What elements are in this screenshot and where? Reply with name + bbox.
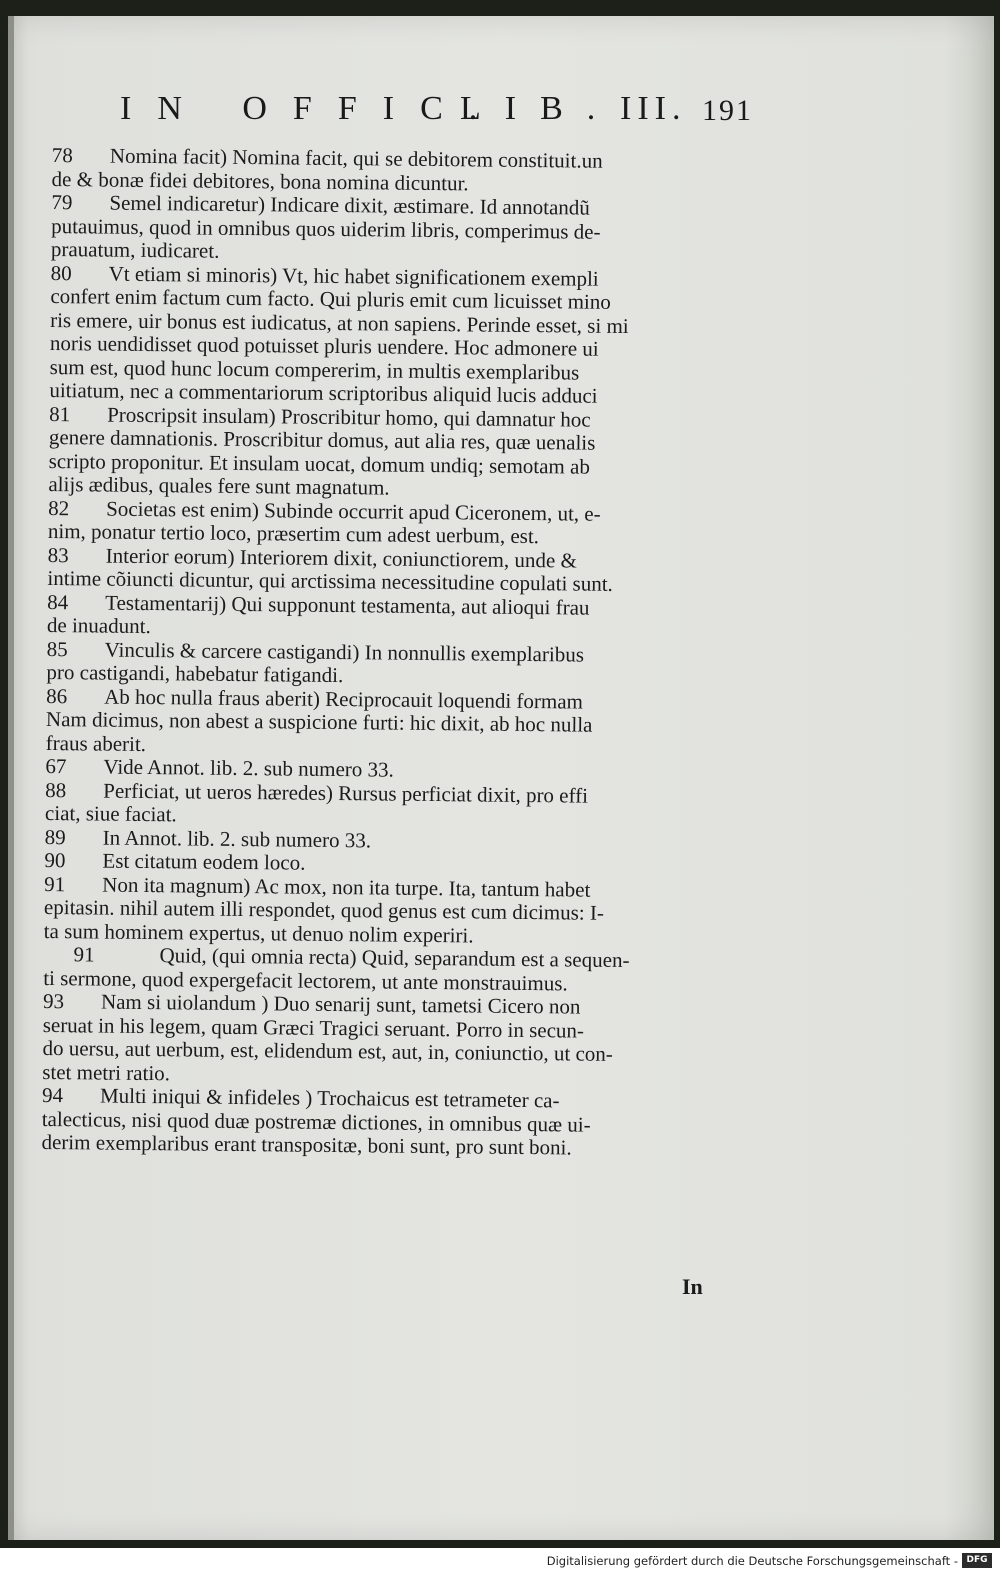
note-entry	[44, 872, 745, 950]
note-number: 79	[51, 189, 73, 215]
note-number: 86	[46, 683, 68, 708]
note-text: Testamentarij) Qui supponunt testamenta, aut alioqui frau	[105, 590, 590, 620]
note-text: Ab hoc nulla fraus aberit) Reciprocauit loquendi formam	[104, 684, 584, 714]
note-number: 91	[73, 942, 95, 967]
note-text: Est citatum eodem loco.	[102, 848, 306, 875]
note-number: 90	[44, 847, 66, 873]
note-number: 91	[44, 871, 66, 896]
note-text: Semel indicaretur) Indicare dixit, æstimare. Id annotandũ	[109, 190, 591, 220]
note-text: de & bonæ fidei debitores, bona nomina dicuntur.	[51, 166, 469, 195]
note-text: Vide Annot. lib. 2. sub numero 33.	[103, 754, 394, 782]
folio-number: 191	[702, 94, 753, 127]
note-number: 93	[42, 988, 65, 1014]
note-text: Multi iniqui & infideles ) Trochaicus est tetrameter ca-	[99, 1083, 560, 1113]
note-text: de inuadunt.	[46, 612, 151, 639]
note-text: confert enim factum cum facto. Qui pluris emit cum licuisset mino	[50, 283, 611, 314]
note-number: 81	[49, 401, 71, 426]
note-text: alijs ædibus, quales fere sunt magnatum.	[48, 471, 390, 500]
note-text: fraus aberit.	[45, 730, 147, 756]
dfg-logo: DFG	[962, 1553, 992, 1568]
note-text: scripto proponitur. Et insulam uocat, domum undiq; semotam ab	[48, 448, 591, 479]
note-number: 78	[51, 143, 74, 168]
note-entry	[49, 261, 750, 409]
running-header	[120, 90, 760, 142]
note-text: noris uendidisset quod potuisset pluris uendere. Hoc admonere ui	[49, 330, 599, 361]
note-text: epitasin. nihil autem illi respondet, quod genus est cum dicimus: I-	[43, 894, 605, 925]
note-number: 88	[45, 777, 67, 802]
note-text: Societas est enim) Subinde occurrit apud Ciceronem, ut, e-	[106, 496, 601, 526]
note-text: putauimus, quod in omnibus quos uiderim libris, comperimus de-	[51, 213, 601, 244]
note-text: ciat, siue faciat.	[44, 800, 177, 827]
note-text: ti sermone, quod expergefacit lectorem, ut ante monstrauimus.	[43, 965, 568, 995]
note-number: 67	[45, 753, 67, 779]
note-text: uitiatum, nec a commentariorum scriptoribus aliquid lucis adduci	[49, 377, 598, 408]
page-gutter	[8, 16, 14, 1540]
note-text: intime cõiuncti dicuntur, qui arctissima necessitudine copulati sunt.	[47, 565, 614, 596]
note-text: seruat in his legem, quam Græci Tragici seruant. Porro in secun-	[42, 1012, 585, 1043]
running-head-title: IN OFFIC.	[120, 90, 504, 127]
funding-credit: Digitalisierung gefördert durch die Deutsche Forschungsgemeinschaft -	[546, 1554, 958, 1568]
note-text: prauatum, iudicaret.	[50, 236, 220, 263]
note-number: 82	[48, 495, 70, 520]
note-entry	[42, 990, 743, 1091]
note-text: talecticus, nisi quod duæ postremæ dictiones, in omnibus quæ ui-	[41, 1106, 591, 1137]
note-text: Perficiat, ut ueros hæredes) Rursus perficiat dixit, pro effi	[103, 778, 589, 808]
note-text: Proscripsit insulam) Proscribitur homo, qui damnatur hoc	[107, 402, 591, 432]
note-number: 89	[44, 824, 66, 849]
note-text: Nam si uiolandum ) Duo senarij sunt, tametsi Cicero non	[100, 989, 581, 1019]
note-entry	[51, 191, 752, 269]
note-text: Interior eorum) Interiorem dixit, coniunctiorem, unde &	[105, 543, 577, 573]
note-text: Quid, (qui omnia recta) Quid, separandum est a sequen-	[159, 943, 630, 973]
note-text: genere damnationis. Proscribitur domus, aut alia res, quæ uenalis	[48, 424, 596, 455]
note-text: derim exemplaribus erant transpositæ, boni sunt, pro sunt boni.	[41, 1129, 572, 1160]
note-text: In Annot. lib. 2. sub numero 33.	[102, 825, 372, 852]
note-entry	[48, 402, 749, 503]
running-head-lib: LIB.	[460, 90, 620, 127]
note-number: 85	[46, 636, 68, 661]
note-text: Nomina facit) Nomina facit, qui se debitorem constituit.un	[109, 143, 603, 173]
note-text: Nam dicimus, non abest a suspicione furti: hic dixit, ab hoc nulla	[45, 706, 593, 737]
note-number: 80	[50, 260, 72, 285]
digitization-footer	[0, 1548, 1000, 1573]
note-text: sum est, quod hunc locum compererim, in multis exemplaribus	[49, 354, 580, 385]
note-entry	[41, 1084, 742, 1162]
note-text: Vt etiam si minoris) Vt, hic habet significationem exempli	[108, 261, 599, 291]
note-text: ris emere, uir bonus est iudicatus, at non sapiens. Perinde esset, si mi	[50, 307, 629, 338]
note-text: ta sum hominem expertus, ut denuo nolim experiri.	[43, 918, 474, 947]
note-number: 83	[47, 542, 69, 567]
note-text: pro castigandi, habebatur fatigandi.	[46, 659, 344, 688]
note-text: stet metri ratio.	[42, 1059, 171, 1085]
note-entry	[46, 684, 747, 762]
note-text: Vinculis & carcere castigandi) In nonnullis exemplaribus	[104, 637, 585, 667]
annotation-list	[41, 144, 752, 1162]
note-text: nim, ponatur tertio loco, præsertim cum adest uerbum, est.	[47, 518, 540, 549]
running-head-book: III.	[620, 90, 687, 127]
note-number: 84	[47, 589, 69, 614]
note-text: do uersu, aut uerbum, est, elidendum est, aut, in, coniunctio, ut con-	[42, 1035, 614, 1066]
note-text: Non ita magnum) Ac mox, non ita turpe. Ita, tantum habet	[102, 872, 591, 902]
catchword: In	[682, 1274, 703, 1299]
note-number: 94	[41, 1082, 64, 1108]
